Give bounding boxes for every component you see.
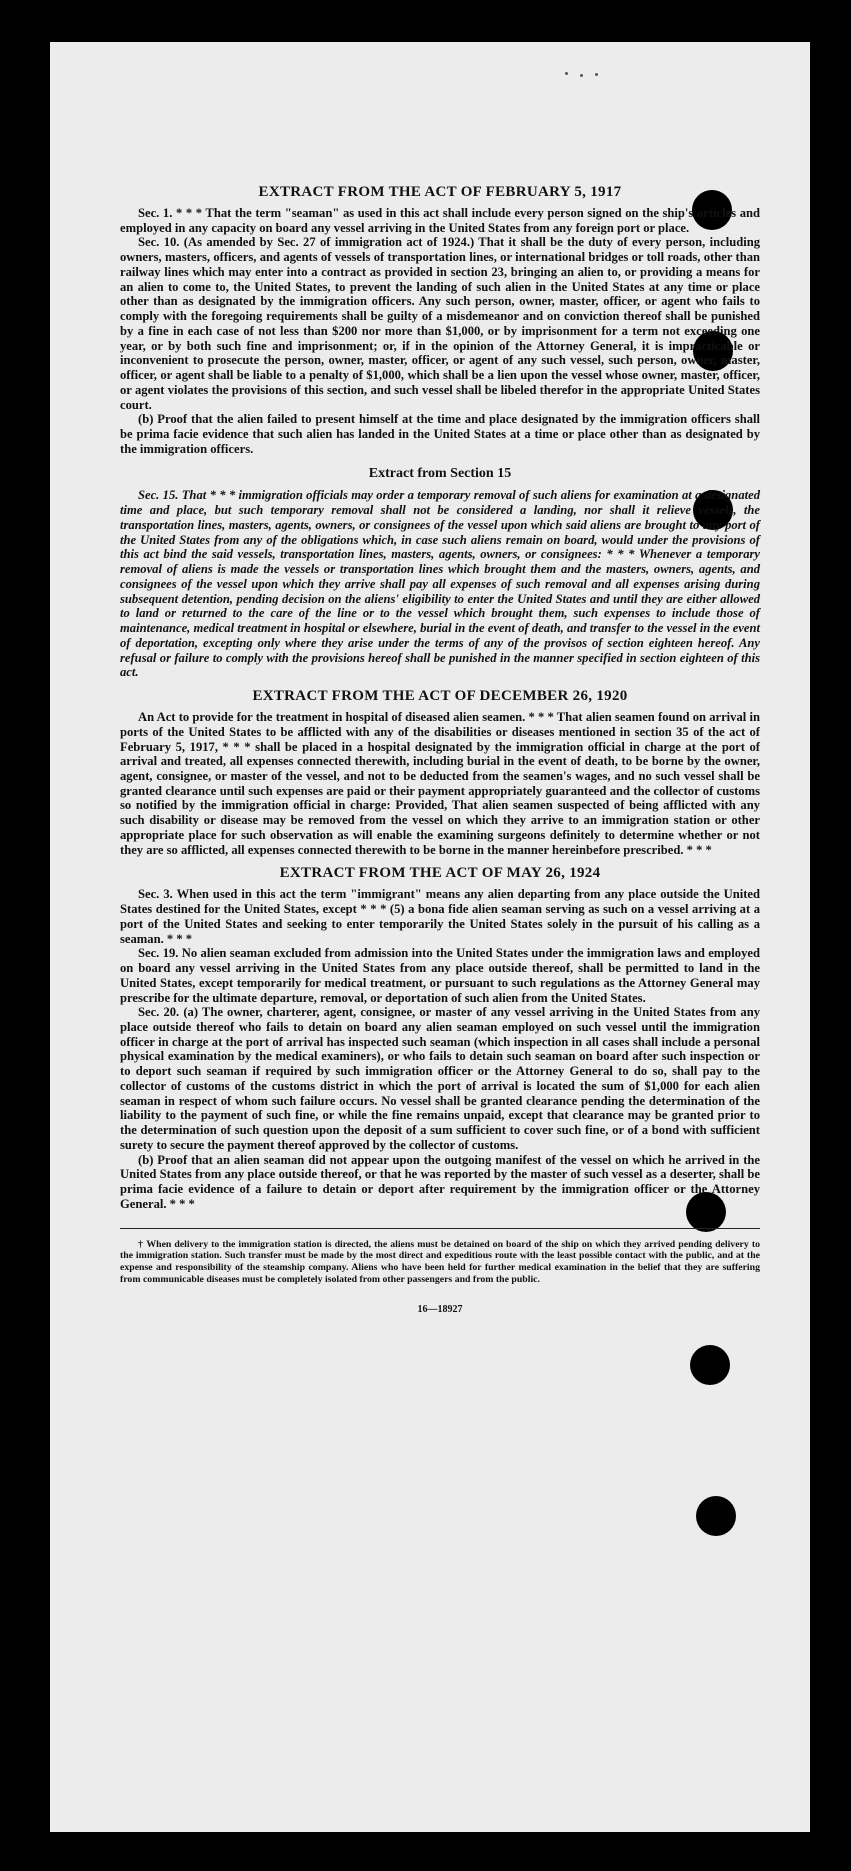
section-paragraph: Sec. 19. No alien seaman excluded from admission into the United States under the immigration laws and employed on board any vessel arriving in the United States from any place outside thereof, shall be permitted to land in the United States, except temporarily for medical treatment, or pursuant to such regulations as the Attorney General may prescribe for the ultimate departure, removal, or deportation of such alien from the United States. <box>120 946 760 1005</box>
section-paragraph: Sec. 1. * * * That the term "seaman" as used in this act shall include every person signed on the ship's articles and employed in any capacity on board any vessel arriving in the United States from any foreign port or place. <box>120 206 760 235</box>
form-number: 16—18927 <box>417 1303 463 1315</box>
scan-speck <box>565 72 568 75</box>
section-paragraph: Sec. 20. (a) The owner, charterer, agent, consignee, or master of any vessel arriving in the United States from any place outside thereof who fails to detain on board any alien seaman employed on such vessel until the immigration officer in charge at the port of arrival has inspected such seaman (which inspection in all cases shall include a personal physical examination by the medical examiners), or who fails to detain such seaman on board after such inspection or to deport such seaman if required by such immigration officer or the Attorney General to do so, shall pay to the collector of customs of the customs district in which the port of arrival is located the sum of $1,000 for each alien seaman in respect of whom such failure occurs. No vessel shall be granted clearance pending the determination of the liability to the payment of such fine, or while the fine remains unpaid, except that clearance may be granted prior to the determination of such question upon the deposit of a sum sufficient to cover such fine, or of a bond with sufficient surety to secure the payment thereof approved by the collector of customs. <box>120 1005 760 1152</box>
divider <box>120 1228 760 1229</box>
section-heading: EXTRACT FROM THE ACT OF FEBRUARY 5, 1917 <box>258 184 622 200</box>
section-paragraph: Sec. 3. When used in this act the term "immigrant" means any alien departing from any place outside the United States destined for the United States, except * * * (5) a bona fide alien seaman serving as such on a vessel arriving at a port of the United States and seeking to enter temporarily the United States solely in the pursuit of his calling as a seaman. * * * <box>120 887 760 946</box>
document-page <box>50 42 810 1832</box>
section-paragraph: Sec. 15. That * * * immigration officials may order a temporary removal of such aliens for examination at a designated time and place, but such temporary removal shall not be considered a landing, nor shall it relieve vessels, the transportation lines, masters, agents, owners, or consignees of the vessel upon which said aliens are brought to any port of the United States from any of the obligations which, in case such aliens remain on board, would under the provisions of this act bind the said vessels, transportation lines, masters, agents, owners, or consignees: * * * Whenever a temporary removal of aliens is made the vessels or transportation lines which brought them and the masters, owners, agents, and consignees of the vessel upon which they arrive shall pay all expenses of such removal and all expenses arising during subsequent detention, pending decision on the aliens' eligibility to enter the United States and until they are either allowed to land or returned to the care of the line or to the vessel which brought them, such expenses to include those of maintenance, medical treatment in hospital or elsewhere, burial in the event of death, and transfer to the vessel in the event of deportation, excepting only where they arise under the terms of any of the provisos of section eighteen hereof. Any refusal or failure to comply with the provisions hereof shall be punished in the manner specified in section eighteen of this act. <box>120 488 760 680</box>
scan-speck <box>595 73 598 76</box>
document-body <box>120 184 760 1315</box>
section-paragraph: (b) Proof that the alien failed to present himself at the time and place designated by the immigration officers shall be prima facie evidence that such alien has landed in the United States at a time or place other than as designated by the immigration officers. <box>120 412 760 456</box>
scan-speck <box>580 74 583 77</box>
section-paragraph: (b) Proof that an alien seaman did not appear upon the outgoing manifest of the vessel on which he arrived in the United States from any place outside thereof, or that he was reported by the master of such vessel as a deserter, shall be prima facie evidence of a failure to detain or deport after requirement by the immigration officer or the Attorney General. * * * <box>120 1152 760 1211</box>
section-paragraph: An Act to provide for the treatment in hospital of diseased alien seamen. * * * That alien seamen found on arrival in ports of the United States to be afflicted with any of the disabilities or diseases mentioned in section 35 of the act of February 5, 1917, * * * shall be placed in a hospital designated by the immigration official in charge at the port of arrival and treated, all expenses connected therewith, including burial in the event of death, to be borne by the owner, agent, consignee, or master of the vessel, and not to be deducted from the seamen's wages, and no such vessel shall be granted clearance until such expenses are paid or their payment appropriately guaranteed and the collector of customs so notified by the immigration official in charge: Provided, That alien seamen suspected of being afflicted with any such disability or disease may be removed from the vessel on which they arrive to an immigration station or other appropriate place for such observation as will enable the examining surgeons definitely to determine whether or not they are so afflicted, all expenses connected therewith to be borne in the manner hereinbefore prescribed. * * * <box>120 710 760 857</box>
punch-hole <box>696 1496 736 1536</box>
section-heading: EXTRACT FROM THE ACT OF DECEMBER 26, 1920 <box>252 688 628 705</box>
punch-hole <box>690 1345 730 1385</box>
section-extract-15 <box>120 466 760 680</box>
section-act-1920 <box>120 688 760 857</box>
section-heading: Extract from Section 15 <box>368 466 512 482</box>
section-act-1917 <box>120 184 760 456</box>
section-heading: EXTRACT FROM THE ACT OF MAY 26, 1924 <box>279 865 601 882</box>
section-paragraph: Sec. 10. (As amended by Sec. 27 of immigration act of 1924.) That it shall be the duty of every person, including owners, masters, officers, and agents of vessels of transportation lines, or international bridges or toll roads, other than railway lines which may enter into a contract as provided in section 23, bringing an alien to, or providing a means for an alien to come to, the United States, to prevent the landing of such alien in the United States at any time or place other than as designated by the immigration officers. Any such person, owner, master, officer, or agent who fails to comply with the foregoing requirements shall be guilty of a misdemeanor and on conviction thereof shall be punished by a fine in each case of not less than $200 nor more than $1,000, or by imprisonment for a term not exceeding one year, or by both such fine and imprisonment; or, if in the opinion of the Attorney General, it is impracticable or inconvenient to prosecute the person, owner, master, officer, or agent of any such vessel, such person, owner, master, officer, or agent shall be liable to a penalty of $1,000, which shall be a lien upon the vessel whose owner, master, officer, or agent violates the provisions of this section, and such vessel shall be libeled therefor in the appropriate United States court. <box>120 235 760 412</box>
footnote: † When delivery to the immigration station is directed, the aliens must be detained on board of the ship on which they arrived pending delivery to the immigration station. Such transfer must be made by the most direct and expeditious route with the least possible contact with the public, and at the expense and responsibility of the steamship company. Aliens who have been held for further medical examination in the belief that they are suffering from communicable diseases must be completely isolated from other passengers and from the public. <box>120 1238 760 1285</box>
section-act-1924 <box>120 865 760 1211</box>
